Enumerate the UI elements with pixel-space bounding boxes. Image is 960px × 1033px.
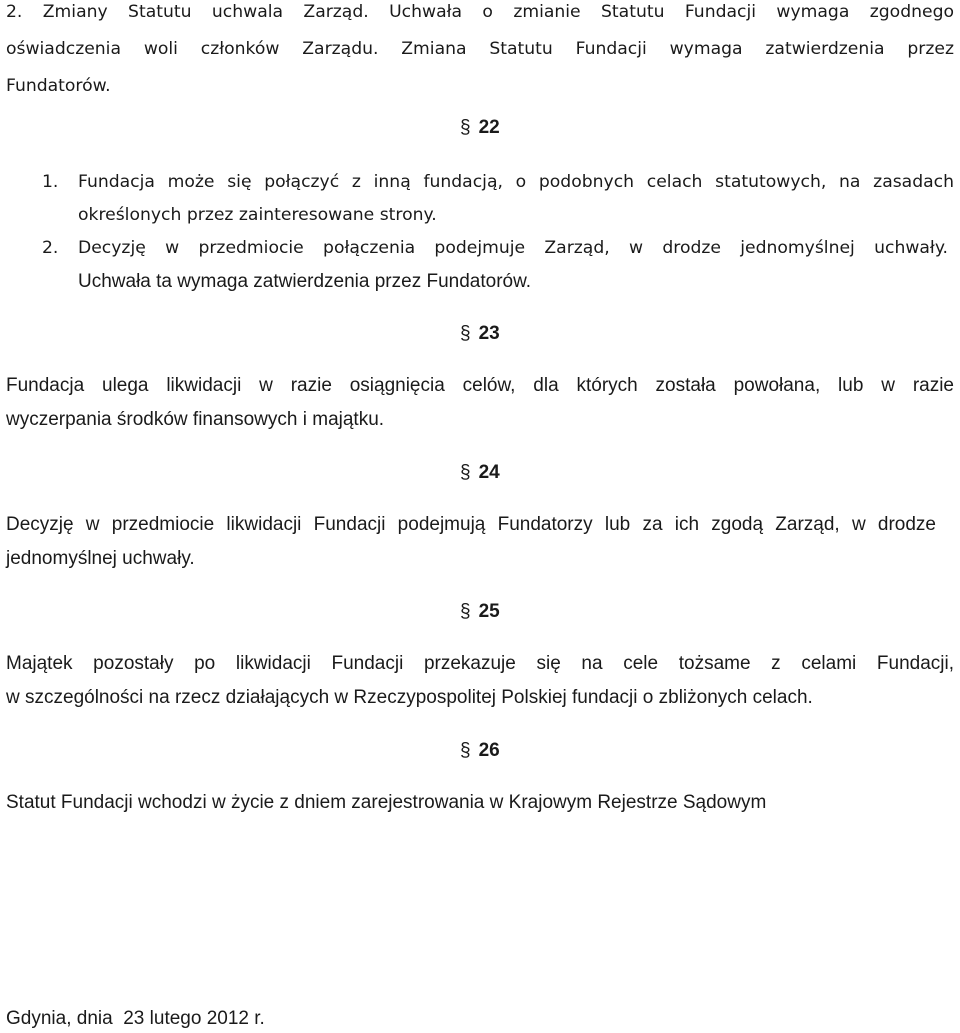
s22-point2-line1: Decyzję w przedmiocie połączenia podejmuje Zarząd, w drodze jednomyślnej uchwały. xyxy=(78,238,948,258)
s22-point1-line2: określonych przez zainteresowane strony. xyxy=(78,205,437,225)
section-26-heading xyxy=(460,740,500,762)
section-24-heading xyxy=(460,462,500,484)
s21-point2-line3: Fundatorów. xyxy=(6,76,111,96)
s23-line1: Fundacja ulega likwidacji w razie osiągnięcia celów, dla których została powołana, lub w razie xyxy=(6,375,954,396)
place-and-date: Gdynia, dnia 23 lutego 2012 r. xyxy=(6,1008,265,1029)
section-number: 23 xyxy=(478,323,500,344)
s25-line1: Majątek pozostały po likwidacji Fundacji przekazuje się na cele tożsame z celami Fundacji, xyxy=(6,653,954,674)
s24-line1: Decyzję w przedmiocie likwidacji Fundacji podejmują Fundatorzy lub za ich zgodą Zarząd, w drodze xyxy=(6,514,936,535)
s22-point1-number: 1. xyxy=(42,172,59,192)
section-number: 26 xyxy=(478,740,500,761)
s25-line2: w szczególności na rzecz działających w Rzeczypospolitej Polskiej fundacji o zbliżonych celach. xyxy=(6,687,813,708)
s21-point2-line2: oświadczenia woli członków Zarządu. Zmiana Statutu Fundacji wymaga zatwierdzenia przez xyxy=(6,39,954,59)
section-number: 22 xyxy=(478,117,500,138)
s24-line2: jednomyślnej uchwały. xyxy=(6,548,195,569)
s22-point1-line1: Fundacja może się połączyć z inną fundacją, o podobnych celach statutowych, na zasadach xyxy=(78,172,954,192)
section-sign: § xyxy=(460,740,471,761)
s23-line2: wyczerpania środków finansowych i majątku. xyxy=(6,409,385,430)
section-sign: § xyxy=(460,462,471,483)
section-22-heading xyxy=(460,117,500,139)
s22-point2-line2: Uchwała ta wymaga zatwierdzenia przez Fundatorów. xyxy=(78,271,532,292)
section-number: 24 xyxy=(478,462,500,483)
section-sign: § xyxy=(460,601,471,622)
s21-point2-line1: 2. Zmiany Statutu uchwala Zarząd. Uchwała o zmianie Statutu Fundacji wymaga zgodnego xyxy=(6,2,954,22)
s22-point2-number: 2. xyxy=(42,238,59,258)
section-sign: § xyxy=(460,323,471,344)
section-number: 25 xyxy=(478,601,500,622)
section-23-heading xyxy=(460,323,500,345)
s26-line1: Statut Fundacji wchodzi w życie z dniem zarejestrowania w Krajowym Rejestrze Sądowym xyxy=(6,792,767,813)
section-sign: § xyxy=(460,117,471,138)
section-25-heading xyxy=(460,601,500,623)
